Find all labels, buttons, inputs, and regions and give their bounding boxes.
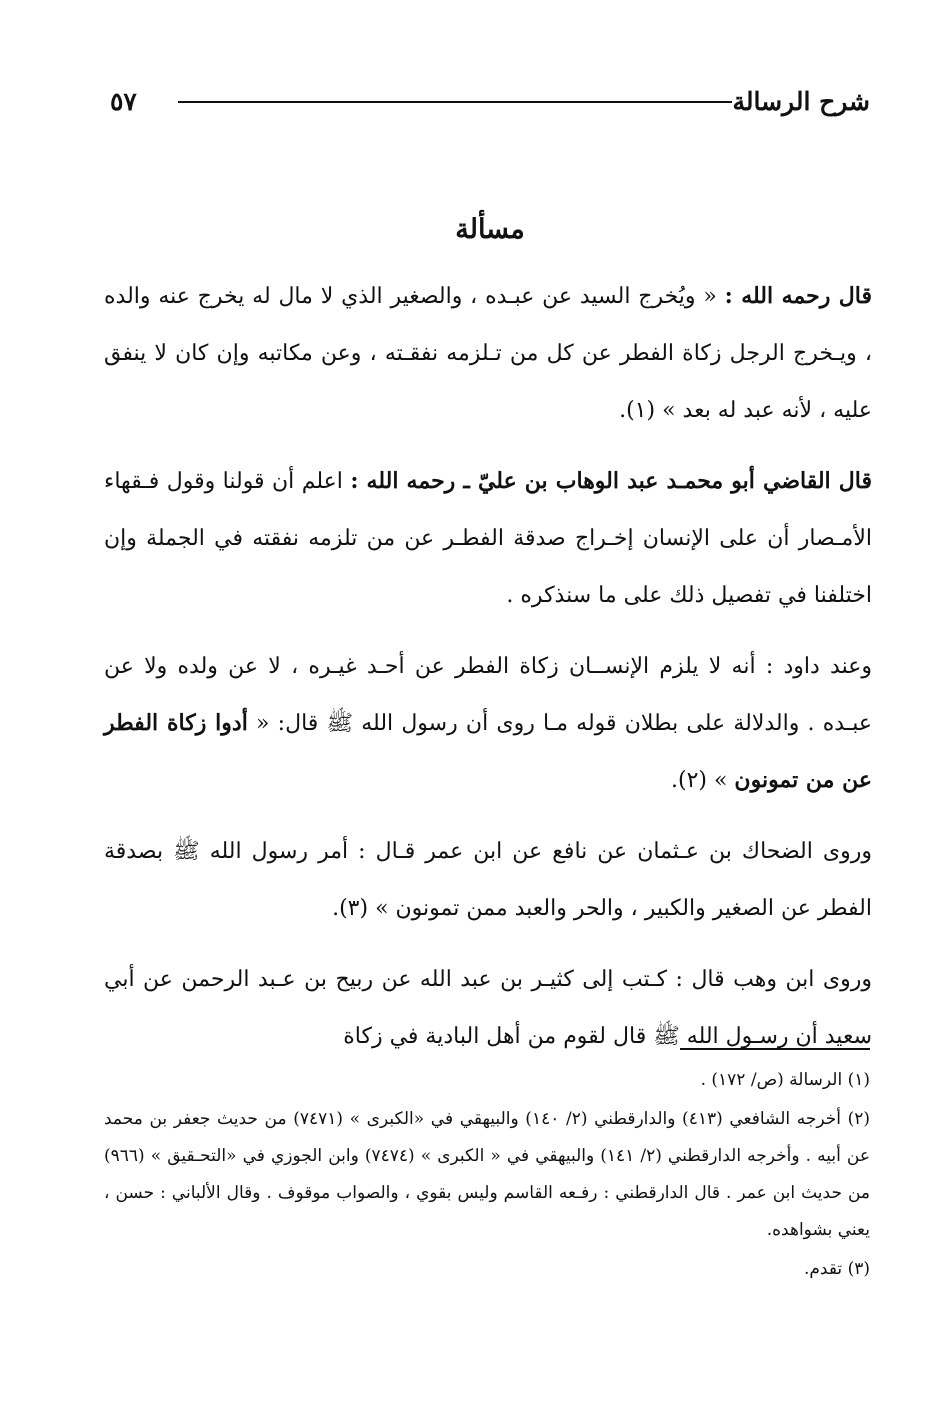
main-text — [104, 268, 872, 1079]
footnote-3: (٣) تقدم. — [803, 1259, 870, 1279]
paragraph-4-text: وروى الضحاك بن عـثمان عن نافع عن ابن عمر قـال : أمر رسول الله ﷺ بصدقة الفطر عن الصغير والكبير ، والحر والعبد ممن تمونون » (٣). — [104, 839, 872, 921]
footnotes — [104, 1062, 870, 1290]
footnote-2: (٢) أخرجه الشافعي (٤١٣) والدارقطني (٢/ ١٤٠) والبيهقي في «الكبرى » (٧٤٧١) من حديث جعفر بن محمد عن أبيه . وأخرجه الدارقطني (٢/ ١٤١) والبيهقي في « الكبرى » (٧٤٧٤) وابن الجوزي في «التحـقيق » (٩٦٦) من حديث ابن عمر . قال الدارقطني : رفـعه القاسم وليس بقوي ، والصواب موقوف . وقال الألباني : حسن ، يعني بشواهده. — [104, 1109, 870, 1240]
footnote-separator — [680, 1048, 870, 1050]
paragraph-2-text: اعلم أن قولنا وقول فـقهاء الأمـصار أن على الإنسان إخـراج صدقة الفطـر عن من تلزمه نفقته في الجملة وإن اختلفنا في تفصيل ذلك على ما سنذكره . — [104, 469, 872, 608]
paragraph-1-text: « ويُخرج السيد عن عبـده ، والصغير الذي لا مال له يخرج عنه والده ، ويـخرج الرجل زكاة الفطر عن كل من تـلزمه نفقـته ، وعن مكاتبه وإن كان لا ينفق عليه ، لأنه عبد له بعد » (١). — [104, 284, 872, 423]
paragraph-3-tail: » (٢). — [670, 768, 735, 793]
running-header — [110, 82, 870, 122]
paragraph-3 — [104, 638, 872, 809]
running-header-title: شرح الرسالة — [732, 87, 870, 116]
page-number: ٥٧ — [110, 87, 137, 116]
paragraph-1 — [104, 268, 872, 439]
header-rule — [178, 101, 732, 103]
paragraph-4 — [104, 823, 872, 937]
footnote-1: (١) الرسالة (ص/ ١٧٢) . — [700, 1070, 870, 1090]
paragraph-2-lead: قال القاضي أبو محمـد عبد الوهاب بن عليّ ـ رحمه الله : — [350, 468, 872, 494]
paragraph-1-lead: قال رحمه الله : — [724, 283, 872, 309]
paragraph-2 — [104, 453, 872, 624]
paragraph-3-text: وعند داود : أنه لا يلزم الإنســان زكاة الفطر عن أحـد غيـره ، لا عن ولده ولا عن عبـده . والدلالة على بطلان قوله مـا روى أن رسول الله ﷺ قال: « — [104, 654, 873, 736]
section-heading: مسألة — [455, 214, 525, 245]
paragraph-5-text: وروى ابن وهب قال : كـتب إلى كثيـر بن عبد الله عن ربيح بن عـبد الرحمن عن أبي سعيد أن رسـول الله ﷺ قال لقوم من أهل البادية في زكاة — [104, 967, 872, 1049]
paragraph-3-hadith-quote: أدوا زكاة الفطر عن من تمونون — [104, 710, 872, 793]
